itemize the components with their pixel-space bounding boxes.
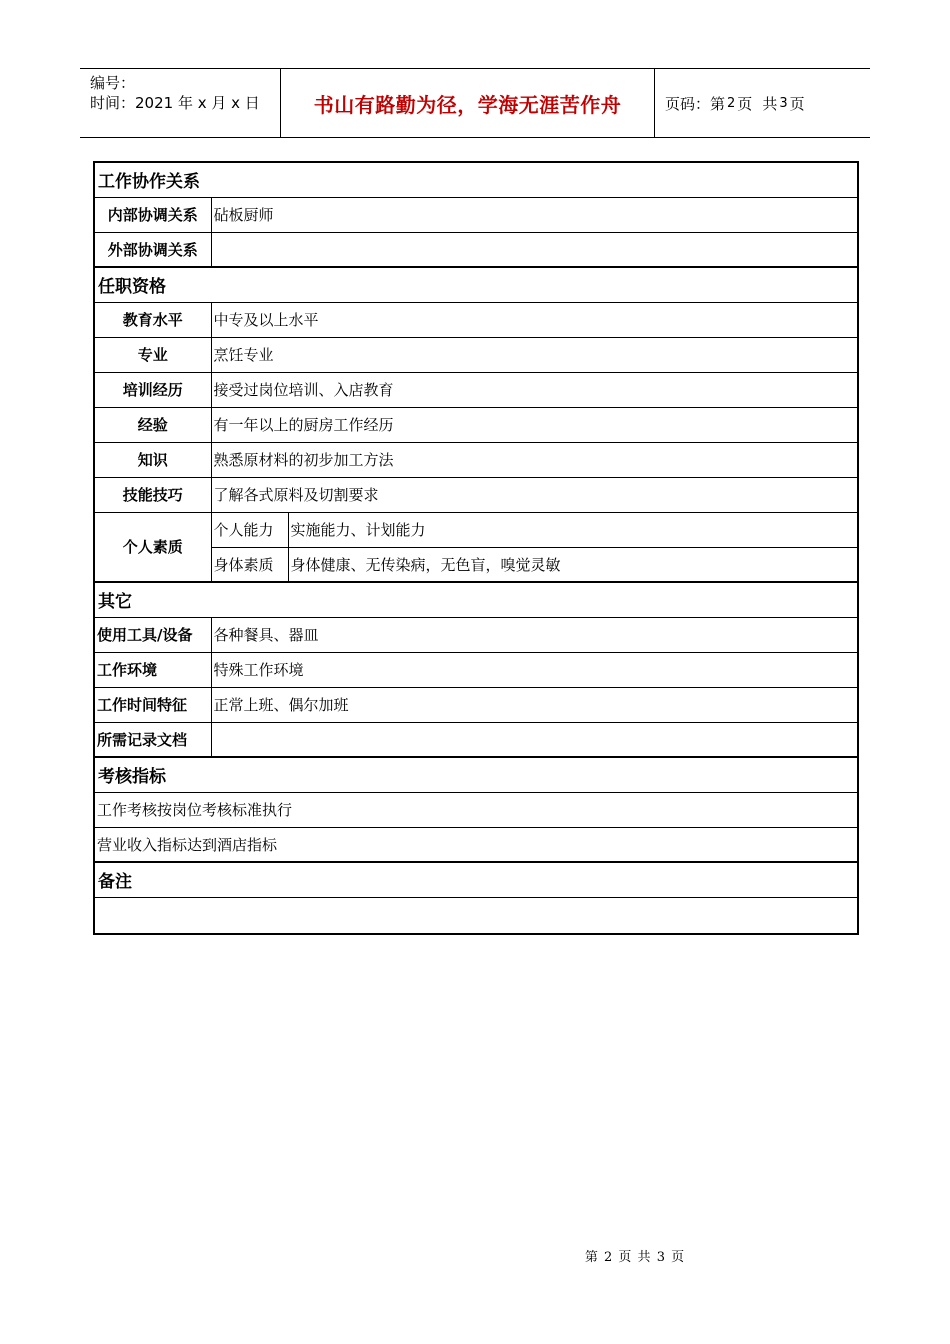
table-row [94, 617, 858, 652]
section-row [94, 267, 858, 302]
table-row [94, 687, 858, 722]
physical-value: 身体健康、无传染病，无色盲，嗅觉灵敏 [288, 547, 858, 582]
table-row [94, 372, 858, 407]
education-label: 教育水平 [94, 302, 211, 337]
skill-value: 了解各式原料及切割要求 [211, 477, 858, 512]
table-row [94, 792, 858, 827]
section-notes-title: 备注 [94, 862, 858, 897]
kpi-item: 工作考核按岗位考核标准执行 [94, 792, 858, 827]
page-total: 3 [779, 95, 788, 111]
experience-label: 经验 [94, 407, 211, 442]
experience-value: 有一年以上的厨房工作经历 [211, 407, 858, 442]
section-other-title: 其它 [94, 582, 858, 617]
physical-label: 身体素质 [211, 547, 288, 582]
tools-value: 各种餐具、器皿 [211, 617, 858, 652]
records-value [211, 722, 858, 757]
table-row [94, 512, 858, 547]
page-current: 2 [727, 95, 736, 111]
header-meta [80, 69, 281, 137]
job-description-table [93, 161, 859, 935]
tools-label: 使用工具/设备 [94, 617, 211, 652]
table-row [94, 897, 858, 934]
internal-coordination-value: 砧板厨师 [211, 197, 858, 232]
section-row [94, 162, 858, 197]
table-row [94, 827, 858, 862]
page-label: 页码：第 [665, 94, 726, 113]
knowledge-label: 知识 [94, 442, 211, 477]
section-collaboration-title: 工作协作关系 [94, 162, 858, 197]
header-motto: 书山有路勤为径，学海无涯苦作舟 [281, 69, 655, 137]
ability-value: 实施能力、计划能力 [288, 512, 858, 547]
doc-number-label: 编号： [90, 74, 136, 92]
table-row [94, 232, 858, 267]
environment-label: 工作环境 [94, 652, 211, 687]
section-row [94, 757, 858, 792]
table-row [94, 652, 858, 687]
section-row [94, 582, 858, 617]
table-row [94, 302, 858, 337]
page-total-label: 共 [762, 94, 778, 113]
training-value: 接受过岗位培训、入店教育 [211, 372, 858, 407]
internal-coordination-label: 内部协调关系 [94, 197, 211, 232]
major-value: 烹饪专业 [211, 337, 858, 372]
page-mid: 页 [737, 94, 753, 113]
table-row [94, 442, 858, 477]
section-row [94, 862, 858, 897]
work-time-label: 工作时间特征 [94, 687, 211, 722]
table-row [94, 407, 858, 442]
knowledge-value: 熟悉原材料的初步加工方法 [211, 442, 858, 477]
personal-quality-label: 个人素质 [94, 512, 211, 582]
page-footer: 第 2 页 共 3 页 [584, 1250, 686, 1265]
table-row [94, 477, 858, 512]
training-label: 培训经历 [94, 372, 211, 407]
table-row [94, 722, 858, 757]
section-qualification-title: 任职资格 [94, 267, 858, 302]
work-time-value: 正常上班、偶尔加班 [211, 687, 858, 722]
section-kpi-title: 考核指标 [94, 757, 858, 792]
header-page-info [655, 69, 870, 137]
page-header [80, 68, 870, 138]
records-label: 所需记录文档 [94, 722, 211, 757]
external-coordination-label: 外部协调关系 [94, 232, 211, 267]
table-row [94, 337, 858, 372]
notes-value [94, 897, 858, 934]
major-label: 专业 [94, 337, 211, 372]
page-end: 页 [789, 94, 805, 113]
skill-label: 技能技巧 [94, 477, 211, 512]
education-value: 中专及以上水平 [211, 302, 858, 337]
doc-time-label: 时间：2021 年 x 月 x 日 [90, 94, 260, 112]
external-coordination-value [211, 232, 858, 267]
kpi-item: 营业收入指标达到酒店指标 [94, 827, 858, 862]
environment-value: 特殊工作环境 [211, 652, 858, 687]
ability-label: 个人能力 [211, 512, 288, 547]
table-row [94, 197, 858, 232]
